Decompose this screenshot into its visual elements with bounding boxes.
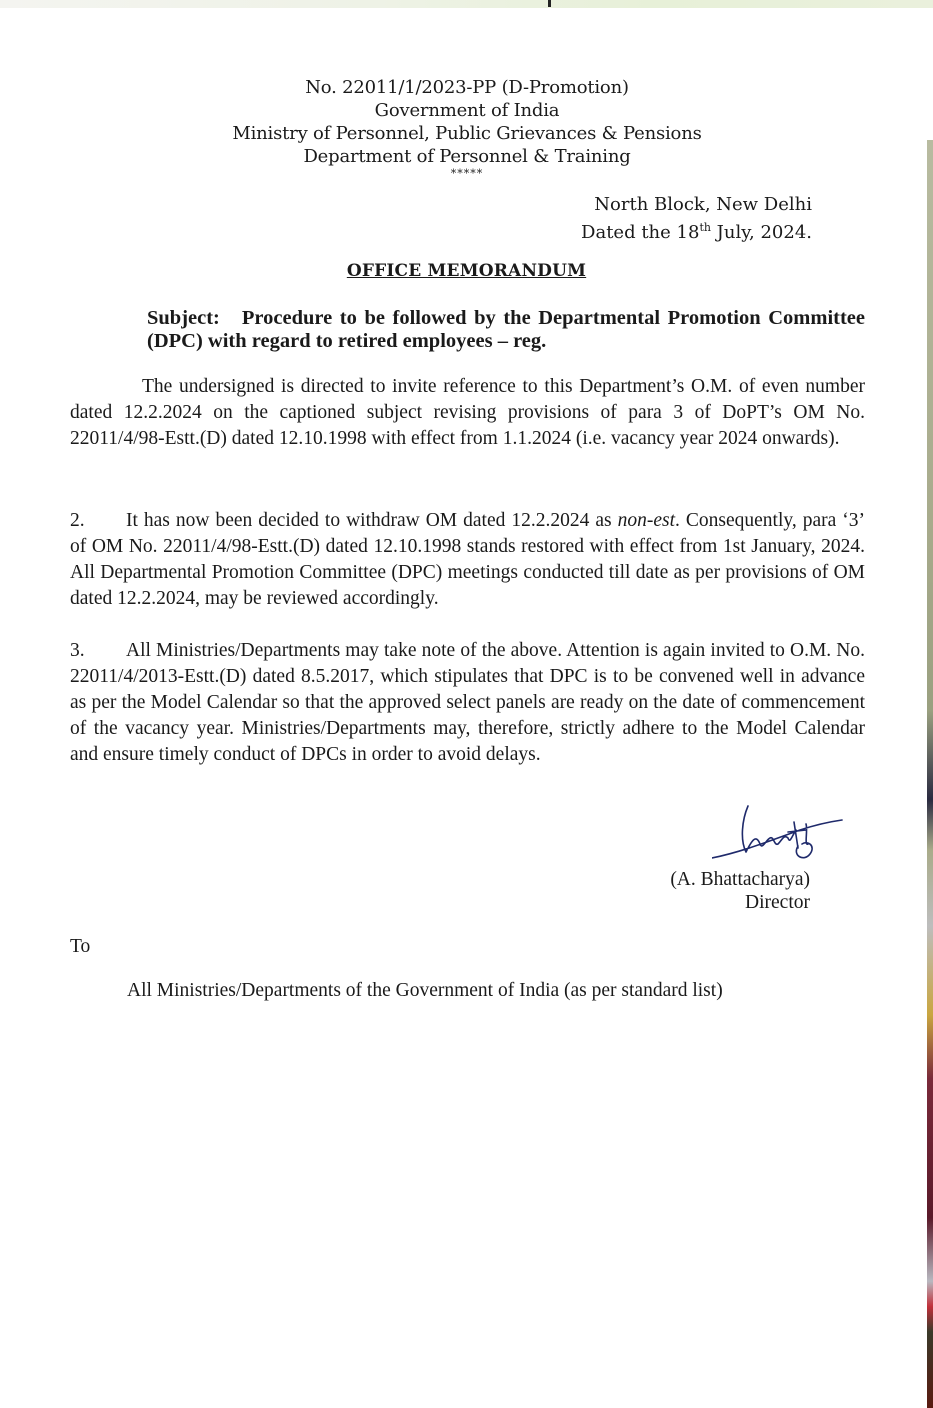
addressee-recipient: All Ministries/Departments of the Government of India (as per standard list) <box>127 980 723 1001</box>
signatory-designation: Director <box>745 892 810 913</box>
subject-label: Subject: <box>147 307 220 329</box>
document-title: OFFICE MEMORANDUM <box>346 261 587 281</box>
paragraph-text: All Ministries/Departments may take note of the above. Attention is again invited to O.M. No. 22011/4/2013-Estt.(D) dated 8.5.2017, which stipulates that DPC is to be convened well in advance as per the Model Calendar so that the approved select panels are ready on the date of commencement of the vacancy year. Ministries/Departments may, therefore, strictly adhere to the Model Calendar and ensure timely conduct of DPCs in order to avoid delays. <box>70 640 865 765</box>
addressee-label: To <box>70 936 91 957</box>
department-name: Department of Personnel & Training <box>303 146 631 167</box>
paragraph-1 <box>70 374 865 452</box>
paragraph-text: The undersigned is directed to invite reference to this Department’s O.M. of even number dated 12.2.2024 on the captioned subject revising provisions of para 3 of DoPT’s OM No. 22011/4/98-Estt.(D) dated 12.10.1998 with effect from 1.1.2024 (i.e. vacancy year 2024 onwards). <box>70 376 865 449</box>
place-date-block <box>581 193 812 244</box>
paragraph-italic-term: non-est <box>617 510 675 531</box>
signatory-name: (A. Bhattacharya) <box>670 869 810 890</box>
ministry-name: Ministry of Personnel, Public Grievances & Pensions <box>232 123 702 144</box>
reference-number: No. 22011/1/2023-PP (D-Promotion) <box>305 77 629 98</box>
separator: ***** <box>450 167 484 180</box>
handwritten-signature <box>712 800 852 870</box>
subject-line <box>147 307 865 353</box>
government-name: Government of India <box>374 100 560 121</box>
location: North Block, New Delhi <box>594 194 812 215</box>
letterhead <box>200 76 734 180</box>
date-prefix: Dated the 18 <box>581 222 700 243</box>
paragraph-text: It has now been decided to withdraw OM dated 12.2.2024 as <box>126 510 618 531</box>
paragraph-number: 2. <box>70 510 85 531</box>
subject-text: Procedure to be followed by the Departmental Promotion Committee (DPC) with regard to retired employees – reg. <box>147 307 865 352</box>
scan-book-edge <box>927 140 933 1408</box>
paragraph-number: 3. <box>70 640 85 661</box>
date <box>581 216 812 244</box>
paragraph-text-continued: . Consequently, para ‘3’ of OM No. 22011/4/98-Estt.(D) dated 12.10.1998 stands restored with effect from 1st January, 2024. All Departmental Promotion Committee (DPC) meetings conducted till date as per provisions of OM dated 12.2.2024, may be reviewed accordingly. <box>70 510 866 609</box>
paragraph-2 <box>70 508 865 612</box>
signatory-block <box>670 868 810 914</box>
date-ordinal: th <box>699 221 711 234</box>
paragraph-3 <box>70 638 865 768</box>
date-suffix: July, 2024. <box>710 222 812 243</box>
